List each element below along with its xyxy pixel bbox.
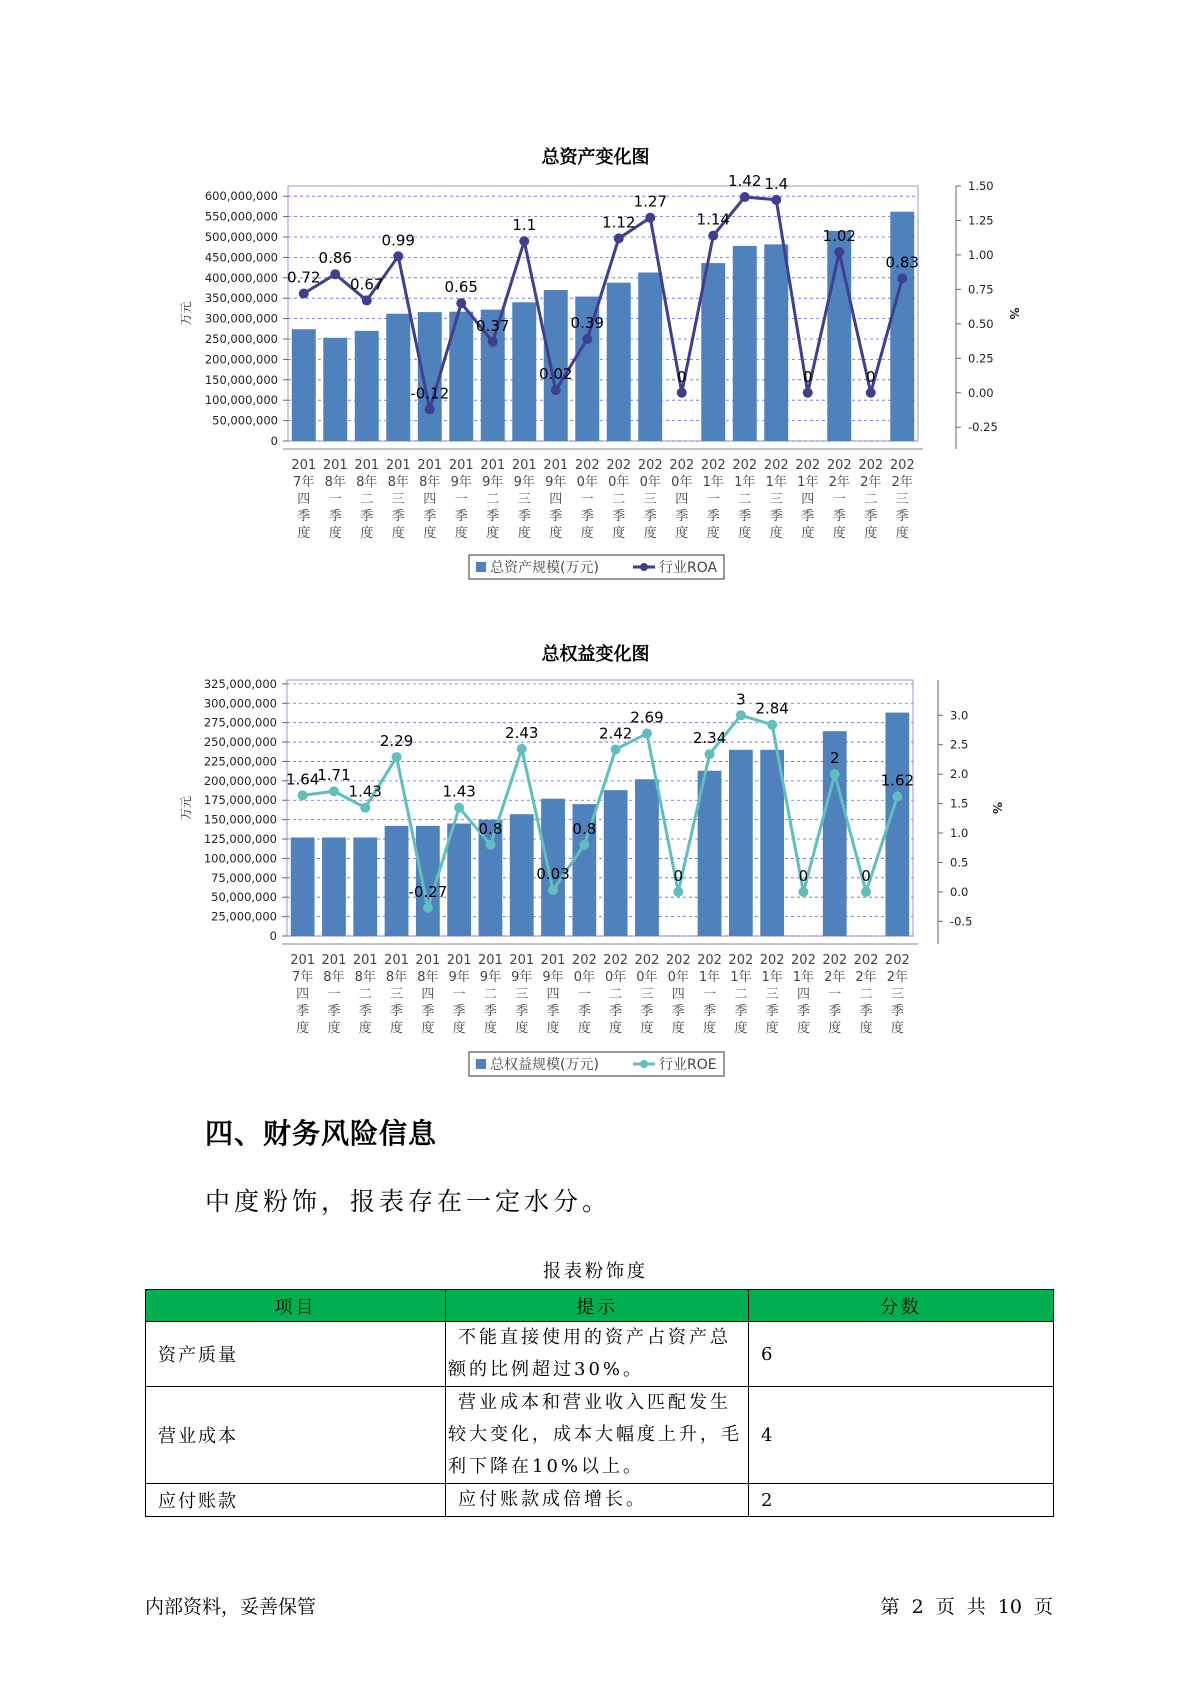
y2-tick-label: 0.50 xyxy=(968,316,994,331)
legend-bar-label: 总权益规模(万元) xyxy=(490,1057,599,1073)
x-tick-label: 201 9年一季度 xyxy=(448,458,474,541)
data-label: 2.84 xyxy=(755,699,789,718)
y-tick-label: 400,000,000 xyxy=(204,270,278,285)
data-label: 1.43 xyxy=(348,782,382,801)
y-tick-label: 350,000,000 xyxy=(204,291,278,306)
x-tick-label: 202 2年一季度 xyxy=(822,953,848,1036)
x-tick-label: 202 0年三季度 xyxy=(634,953,660,1036)
data-label: 2.42 xyxy=(598,724,633,743)
data-label: 0.72 xyxy=(287,268,321,287)
section-heading: 四、财务风险信息 xyxy=(205,1117,438,1150)
x-tick-label: 201 8年二季度 xyxy=(354,458,380,541)
x-tick-label: 202 1年三季度 xyxy=(763,458,789,541)
row-score: 6 xyxy=(749,1322,1054,1387)
x-tick-label: 201 8年二季度 xyxy=(352,953,378,1036)
section-summary: 中度粉饰，报表存在一定水分。 xyxy=(205,1187,612,1216)
data-label: -0.27 xyxy=(408,882,448,901)
row-item: 资产质量 xyxy=(146,1322,446,1387)
y-axis-label: 万元 xyxy=(179,301,193,326)
legend-line-marker xyxy=(640,1060,648,1068)
x-tick-label: 202 2年二季度 xyxy=(858,458,884,541)
row-hint: 营业成本和营业收入匹配发生较大变化，成本大幅度上升，毛利下降在10%以上。 xyxy=(446,1387,749,1484)
row-score: 4 xyxy=(749,1387,1054,1484)
y-tick-label: 150,000,000 xyxy=(204,372,278,387)
data-label: 1.71 xyxy=(317,766,351,785)
y-axis-label: 万元 xyxy=(179,795,193,821)
x-tick-label: 202 2年三季度 xyxy=(884,953,910,1036)
data-label: 0.83 xyxy=(885,253,919,272)
data-label: 0.37 xyxy=(476,316,510,335)
table-caption: 报表粉饰度 xyxy=(543,1261,648,1282)
y2-tick-label: 1.50 xyxy=(968,179,994,193)
y-tick-label: 200,000,000 xyxy=(204,352,278,367)
x-tick-label: 201 9年一季度 xyxy=(446,953,472,1036)
x-tick-label: 201 8年三季度 xyxy=(384,953,409,1036)
data-label: 1.27 xyxy=(633,192,667,211)
x-tick-label: 201 8年四季度 xyxy=(417,458,443,541)
line-point xyxy=(673,887,683,897)
row-score: 2 xyxy=(749,1484,1054,1517)
data-label: 1.42 xyxy=(728,172,762,191)
legend-line-label: 行业ROA xyxy=(659,560,718,576)
line-point xyxy=(360,803,370,813)
y2-tick-label: 2.5 xyxy=(950,737,969,752)
line-point xyxy=(548,885,558,895)
data-label: 2.29 xyxy=(379,732,414,751)
y-tick-label: 275,000,000 xyxy=(203,715,277,730)
x-tick-label: 201 7年四季度 xyxy=(291,458,317,541)
data-label: 3 xyxy=(736,690,746,709)
x-tick-label: 201 8年四季度 xyxy=(415,953,441,1036)
line-point xyxy=(423,903,433,913)
x-tick-label: 202 0年四季度 xyxy=(665,953,691,1036)
x-tick-label: 202 0年二季度 xyxy=(606,458,632,541)
line-point xyxy=(298,790,308,800)
x-tick-label: 202 0年一季度 xyxy=(571,953,597,1036)
y2-tick-label: 2.0 xyxy=(950,767,969,782)
data-label: 0 xyxy=(676,367,687,386)
data-label: 0 xyxy=(802,367,813,386)
y-tick-label: 125,000,000 xyxy=(203,832,277,847)
x-tick-label: 202 0年一季度 xyxy=(574,458,600,541)
data-label: 2.69 xyxy=(630,708,664,727)
line-point xyxy=(830,769,840,779)
line-point xyxy=(579,840,589,850)
legend-line-label: 行业ROE xyxy=(659,1057,717,1073)
row-hint: 应付账款成倍增长。 xyxy=(446,1484,749,1517)
data-label: 2 xyxy=(829,749,840,768)
y-tick-label: 250,000,000 xyxy=(204,332,278,346)
x-tick-label: 201 9年三季度 xyxy=(511,458,537,541)
data-label: 1.14 xyxy=(696,210,730,229)
line-point xyxy=(642,729,652,739)
data-label: 1.62 xyxy=(880,771,915,790)
y-tick-label: 0 xyxy=(270,434,278,448)
y-tick-label: 75,000,000 xyxy=(211,870,277,885)
y-tick-label: 50,000,000 xyxy=(211,890,277,905)
y-tick-label: 300,000,000 xyxy=(203,696,277,711)
data-label: 2.34 xyxy=(692,729,727,748)
data-label: 1.02 xyxy=(822,227,856,246)
line-point xyxy=(798,887,808,897)
legend-bar-swatch xyxy=(476,1059,486,1069)
data-label: 0.67 xyxy=(350,275,384,294)
data-label: 0 xyxy=(861,866,871,885)
x-tick-label: 202 1年四季度 xyxy=(795,458,821,541)
table-row xyxy=(146,1484,1054,1517)
y2-tick-label: 1.00 xyxy=(968,247,994,262)
bar xyxy=(322,837,346,936)
header-score: 分数 xyxy=(749,1290,1054,1322)
data-label: 0.65 xyxy=(444,278,478,297)
footer-confidential: 内部资料，妥善保管 xyxy=(145,1596,317,1618)
x-tick-label: 201 8年三季度 xyxy=(385,458,411,541)
y2-tick-label: 1.0 xyxy=(950,826,969,841)
y2-tick-label: -0.5 xyxy=(950,914,973,929)
y2-tick-label: 1.25 xyxy=(968,213,994,228)
data-label: 0.8 xyxy=(572,819,597,838)
y-tick-label: 50,000,000 xyxy=(212,413,278,428)
y2-axis-label: % xyxy=(1007,307,1021,320)
data-label: 0.99 xyxy=(381,231,415,250)
y2-tick-label: 0.5 xyxy=(950,855,969,870)
line-point xyxy=(517,744,527,754)
data-label: 1.64 xyxy=(285,770,320,789)
header-hint: 提示 xyxy=(446,1290,749,1322)
bar xyxy=(760,750,784,936)
y-tick-label: 100,000,000 xyxy=(203,851,277,866)
x-tick-label: 202 2年二季度 xyxy=(853,953,879,1036)
bar xyxy=(447,824,471,936)
row-item: 应付账款 xyxy=(146,1484,446,1517)
y-tick-label: 550,000,000 xyxy=(204,209,278,224)
line-point xyxy=(392,752,402,762)
line-point xyxy=(767,720,777,730)
table-row xyxy=(146,1387,1054,1484)
legend-bar-label: 总资产规模(万元) xyxy=(490,560,599,576)
y2-tick-label: 0.75 xyxy=(968,282,994,297)
data-label: 1.12 xyxy=(602,213,636,232)
y2-tick-label: 1.5 xyxy=(950,796,969,811)
bar xyxy=(353,837,377,936)
bar xyxy=(510,814,534,936)
y-tick-label: 0 xyxy=(269,929,277,943)
x-tick-label: 201 9年三季度 xyxy=(509,953,535,1036)
x-tick-label: 202 0年四季度 xyxy=(669,458,695,541)
data-label: 0 xyxy=(865,367,876,386)
x-tick-label: 202 1年二季度 xyxy=(728,953,754,1036)
y2-tick-label: 3.0 xyxy=(950,708,969,723)
chart2-title: 总权益变化图 xyxy=(541,644,650,665)
x-tick-label: 201 8年一季度 xyxy=(322,458,348,541)
y-tick-label: 225,000,000 xyxy=(203,754,277,769)
x-tick-label: 202 2年一季度 xyxy=(826,458,852,541)
data-label: 1.4 xyxy=(764,174,789,193)
x-tick-label: 201 7年四季度 xyxy=(290,953,316,1036)
data-label: 1.43 xyxy=(442,782,476,801)
line-point xyxy=(611,744,621,754)
data-label: -0.12 xyxy=(410,384,450,403)
bar xyxy=(635,779,659,936)
data-label: 0.86 xyxy=(318,249,352,268)
bar xyxy=(604,790,628,936)
x-tick-label: 202 1年四季度 xyxy=(791,953,816,1036)
y-tick-label: 25,000,000 xyxy=(211,909,277,924)
data-label: 2.43 xyxy=(505,723,539,742)
x-tick-label: 202 1年一季度 xyxy=(697,953,722,1036)
x-tick-label: 202 0年三季度 xyxy=(637,458,663,541)
row-hint: 不能直接使用的资产占资产总额的比例超过30%。 xyxy=(446,1322,749,1387)
row-item: 营业成本 xyxy=(146,1387,446,1484)
data-label: 0.39 xyxy=(570,314,604,332)
header-item: 项目 xyxy=(146,1290,446,1322)
y2-tick-label: 0.00 xyxy=(968,385,994,400)
x-tick-label: 201 9年四季度 xyxy=(543,458,569,541)
x-tick-label: 202 1年二季度 xyxy=(732,458,758,541)
y2-tick-label: 0.0 xyxy=(950,884,969,899)
line-point xyxy=(861,887,871,897)
data-label: 0.03 xyxy=(536,865,570,884)
line-point xyxy=(892,792,902,802)
y-tick-label: 175,000,000 xyxy=(203,793,277,808)
x-tick-label: 202 1年一季度 xyxy=(700,458,726,541)
y-tick-label: 450,000,000 xyxy=(204,250,278,265)
bar xyxy=(385,826,409,936)
x-tick-label: 201 9年二季度 xyxy=(478,953,503,1036)
y2-axis-label: % xyxy=(990,801,1004,815)
x-tick-label: 202 2年三季度 xyxy=(889,458,915,541)
data-label: 0 xyxy=(798,866,809,885)
y-tick-label: 250,000,000 xyxy=(203,735,277,750)
x-tick-label: 201 9年四季度 xyxy=(540,953,566,1036)
y-tick-label: 200,000,000 xyxy=(203,773,277,788)
bar xyxy=(729,750,753,936)
y-tick-label: 100,000,000 xyxy=(204,393,278,408)
y2-tick-label: -0.25 xyxy=(968,420,998,435)
x-tick-label: 202 1年三季度 xyxy=(759,953,785,1036)
y-tick-label: 300,000,000 xyxy=(204,311,278,326)
bar xyxy=(291,837,315,936)
y-tick-label: 600,000,000 xyxy=(204,189,278,204)
data-label: 1.1 xyxy=(512,216,537,235)
line-point xyxy=(705,749,715,759)
line-point xyxy=(454,803,464,813)
y-tick-label: 325,000,000 xyxy=(203,676,277,691)
x-tick-label: 201 9年二季度 xyxy=(480,458,506,541)
x-tick-label: 202 0年二季度 xyxy=(603,953,629,1036)
table-row xyxy=(146,1322,1054,1387)
y-tick-label: 500,000,000 xyxy=(204,230,278,244)
line-point xyxy=(329,786,339,796)
data-label: 0.02 xyxy=(539,365,573,383)
data-label: 0.8 xyxy=(478,819,503,838)
data-label: 0 xyxy=(673,866,684,885)
table-header-row xyxy=(146,1290,1054,1322)
x-tick-label: 201 8年一季度 xyxy=(321,953,347,1036)
line-point xyxy=(485,840,495,850)
y-tick-label: 150,000,000 xyxy=(203,812,277,827)
line-point xyxy=(736,710,746,720)
risk-table xyxy=(145,1289,1054,1517)
chart1-title: 总资产变化图 xyxy=(541,147,650,168)
y2-tick-label: 0.25 xyxy=(968,351,994,366)
footer-page-number: 第 2 页 共 10 页 xyxy=(880,1596,1053,1618)
